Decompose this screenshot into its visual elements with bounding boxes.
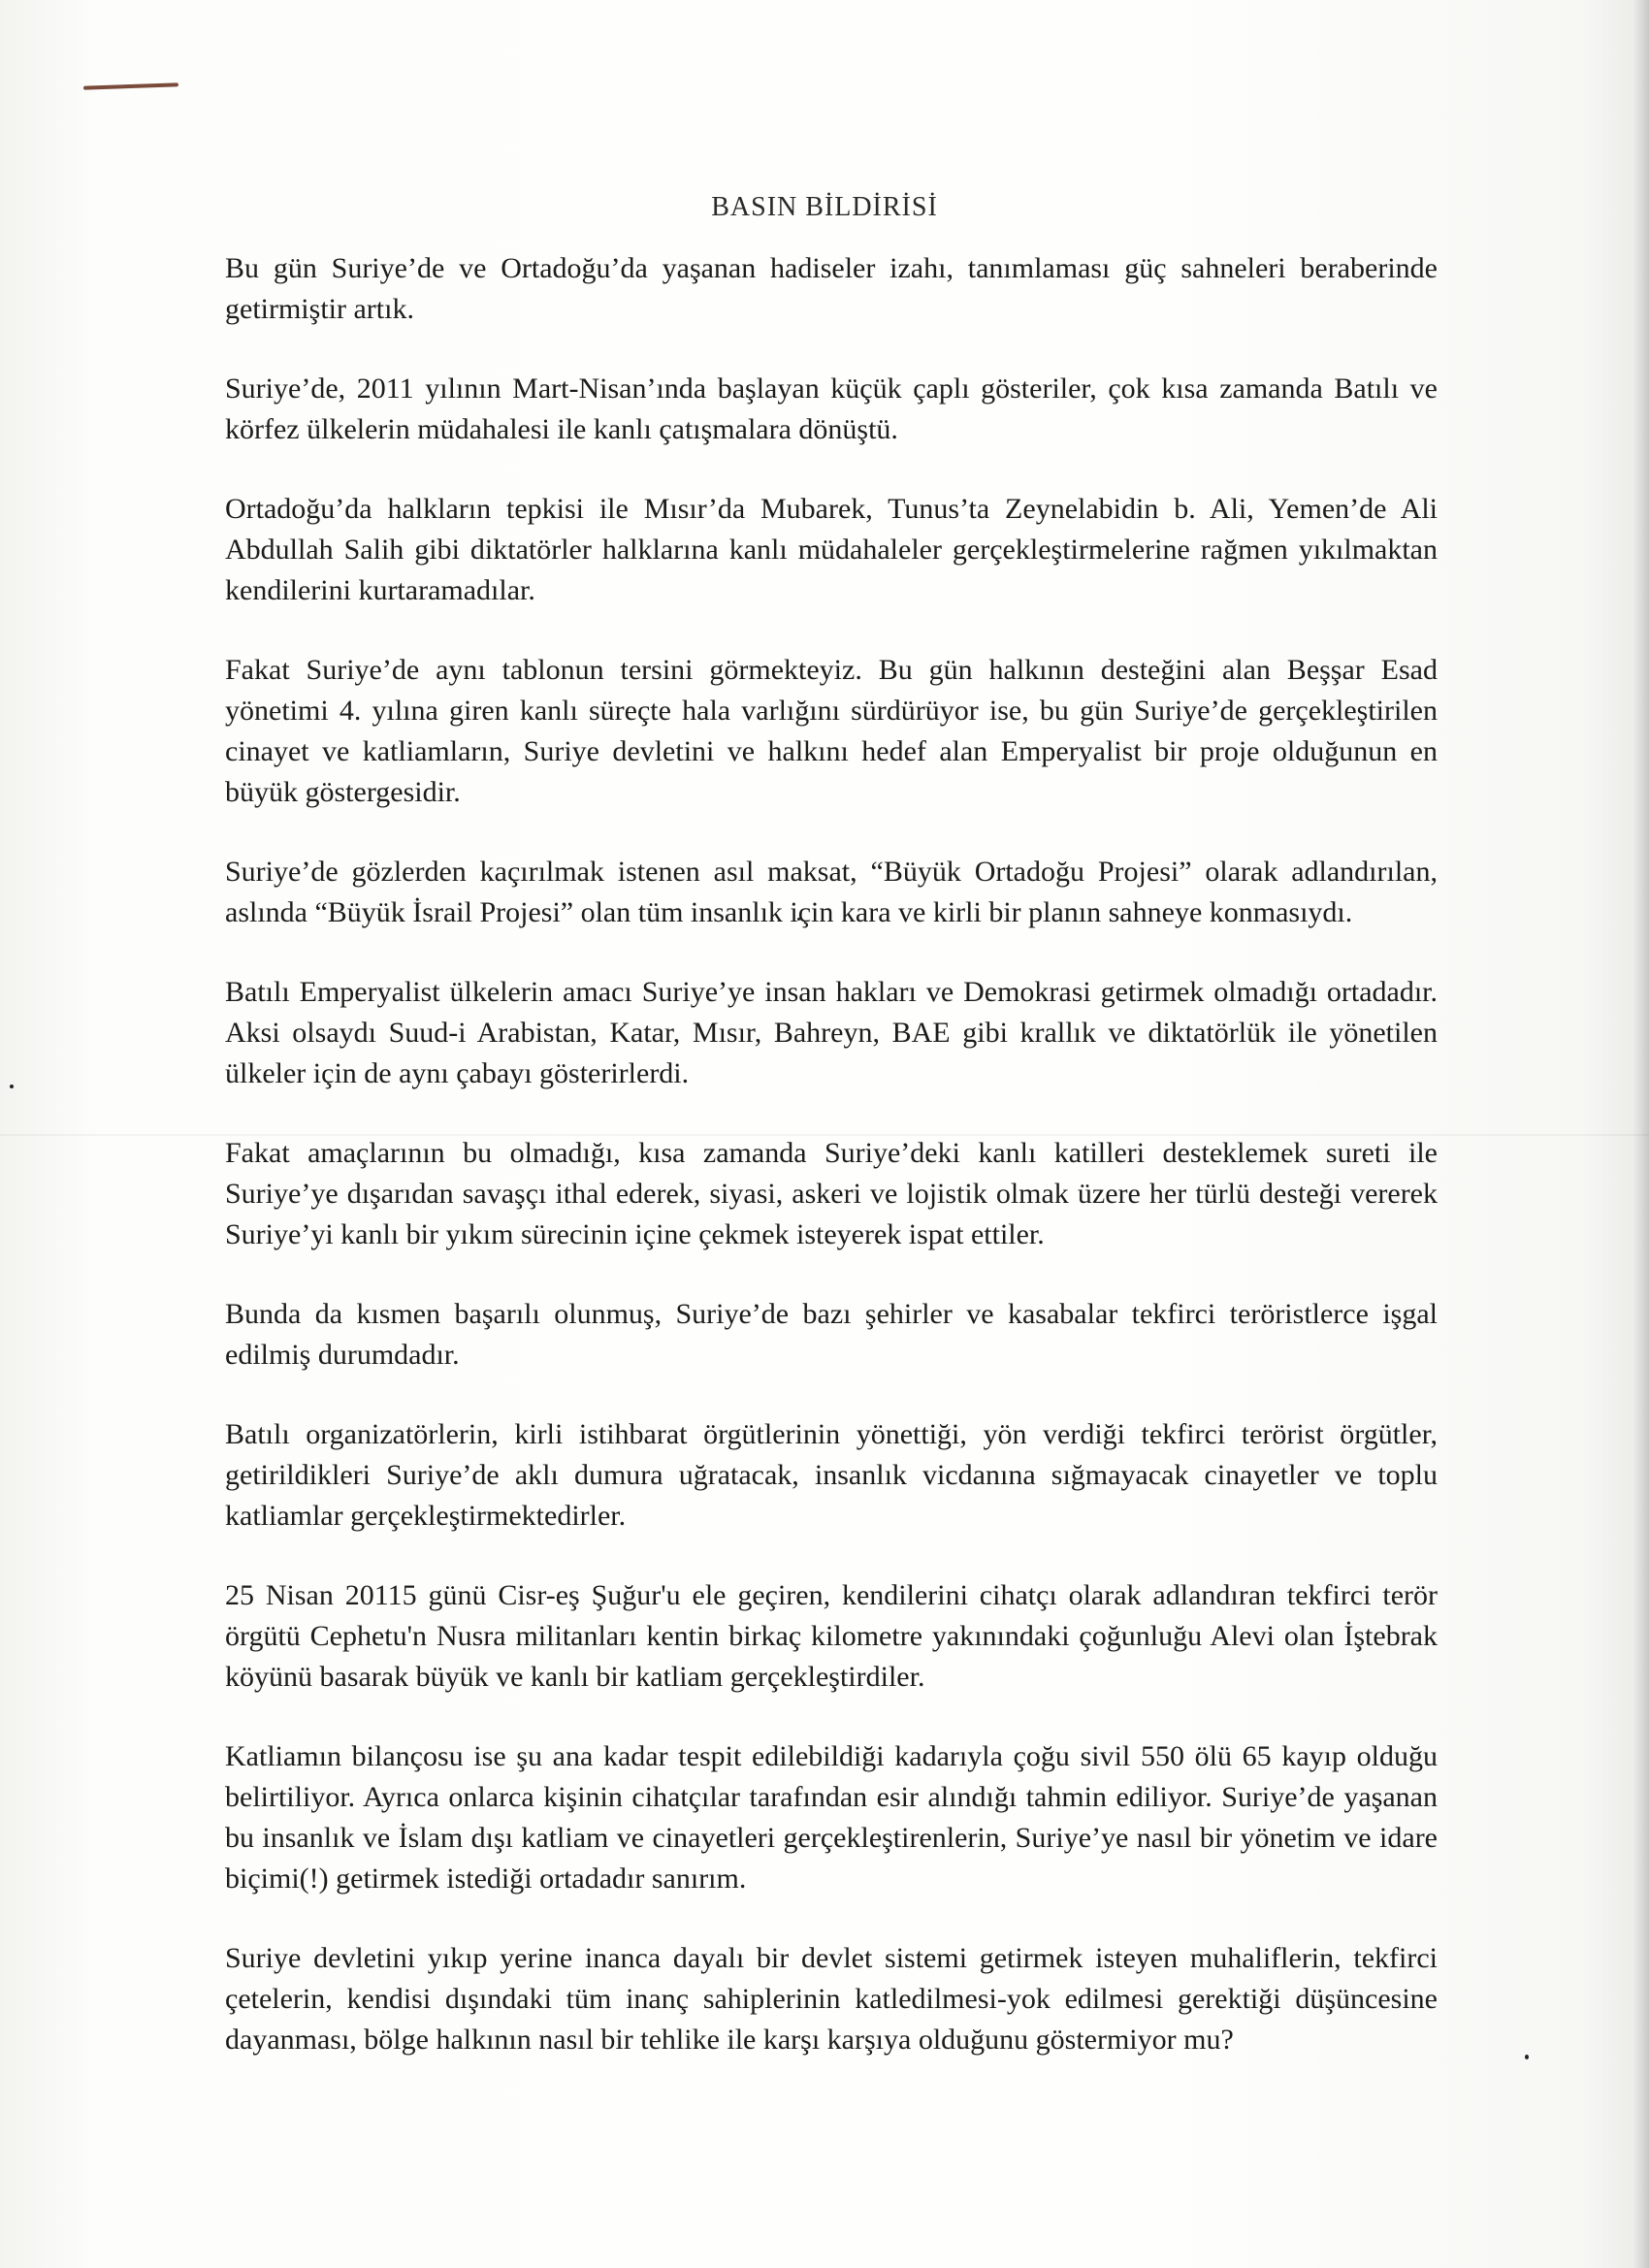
paragraph: Suriye’de gözlerden kaçırılmak istenen asıl maksat, “Büyük Ortadoğu Projesi” olarak adlandırılan, aslında “Büyük İsrail Projesi” olan tüm insanlık için kara ve kirli bir planın sahneye konmasıydı.	[225, 856, 1438, 928]
pen-mark	[83, 82, 178, 89]
paragraph: Batılı organizatörlerin, kirli istihbarat örgütlerinin yönettiği, yön verdiği tekfirci terörist örgütler, getirildikleri Suriye’de aklı dumura uğratacak, insanlık vicdanına sığmayacak cinayetler ve toplu katliamlar gerçekleştirmektedirler.	[225, 1418, 1438, 1532]
paragraph: Ortadoğu’da halkların tepkisi ile Mısır’da Mubarek, Tunus’ta Zeynelabidin b. Ali, Yemen’de Ali Abdullah Salih gibi diktatörler halklarına kanlı müdahaleler gerçekleştirmelerine rağmen yıkılmaktan kendilerini kurtaramadılar.	[225, 493, 1438, 606]
document-body	[225, 248, 1438, 2099]
scan-speck	[10, 1085, 14, 1088]
paragraph: Batılı Emperyalist ülkelerin amacı Suriye’ye insan hakları ve Demokrasi getirmek olmadığı ortadadır. Aksi olsaydı Suud-i Arabistan, Katar, Mısır, Bahreyn, BAE gibi krallık ve diktatörlük ile yönetilen ülkeler için de aynı çabayı gösterirlerdi.	[225, 976, 1438, 1089]
paragraph: Bu gün Suriye’de ve Ortadoğu’da yaşanan hadiseler izahı, tanımlaması güç sahneleri beraberinde getirmiştir artık.	[225, 252, 1438, 325]
scan-speck	[1525, 2055, 1529, 2059]
paragraph: Suriye devletini yıkıp yerine inanca dayalı bir devlet sistemi getirmek isteyen muhaliflerin, tekfirci çetelerin, kendisi dışındaki tüm inanç sahiplerinin katledilmesi-yok edilmesi gerektiği düşüncesine dayanması, bölge halkının nasıl bir tehlike ile karşı karşıya olduğunu göstermiyor mu?	[225, 1942, 1438, 2056]
paragraph: Fakat amaçlarının bu olmadığı, kısa zamanda Suriye’deki kanlı katilleri desteklemek sureti ile Suriye’ye dışarıdan savaşçı ithal ederek, siyasi, askeri ve lojistik olmak üzere her türlü desteği vererek Suriye’yi kanlı bir yıkım sürecinin içine çekmek isteyerek ispat ettiler.	[225, 1137, 1438, 1250]
paragraph: Suriye’de, 2011 yılının Mart-Nisan’ında başlayan küçük çaplı gösteriler, çok kısa zamanda Batılı ve körfez ülkelerin müdahalesi ile kanlı çatışmalara dönüştü.	[225, 373, 1438, 445]
paragraph: Bunda da kısmen başarılı olunmuş, Suriye’de bazı şehirler ve kasabalar tekfirci teröristlerce işgal edilmiş durumdadır.	[225, 1298, 1438, 1371]
paragraph: Katliamın bilançosu ise şu ana kadar tespit edilebildiği kadarıyla çoğu sivil 550 ölü 65 kayıp olduğu belirtiliyor. Ayrıca onlarca kişinin cihatçılar tarafından esir alındığı tahmin ediliyor. Suriye’de yaşanan bu insanlık ve İslam dışı katliam ve cinayetleri gerçekleştirenlerin, Suriye’ye nasıl bir yönetim ve idare biçimi(!) getirmek istediği ortadadır sanırım.	[225, 1740, 1438, 1895]
paragraph: Fakat Suriye’de aynı tablonun tersini görmekteyiz. Bu gün halkının desteğini alan Beşşar Esad yönetimi 4. yılına giren kanlı süreçte hala varlığını sürdürüyor ise, bu gün Suriye’de gerçekleştirilen cinayet ve katliamların, Suriye devletini ve halkını hedef alan Emperyalist bir proje olduğunun en büyük göstergesidir.	[225, 654, 1438, 808]
paragraph: 25 Nisan 20115 günü Cisr-eş Şuğur'u ele geçiren, kendilerini cihatçı olarak adlandıran tekfirci terör örgütü Cephetu'n Nusra militanları kentin birkaç kilometre yakınındaki çoğunluğu Alevi olan İştebrak köyünü basarak büyük ve kanlı bir katliam gerçekleştirdiler.	[225, 1579, 1438, 1693]
document-title: BASIN BİLDİRİSİ	[711, 192, 938, 222]
